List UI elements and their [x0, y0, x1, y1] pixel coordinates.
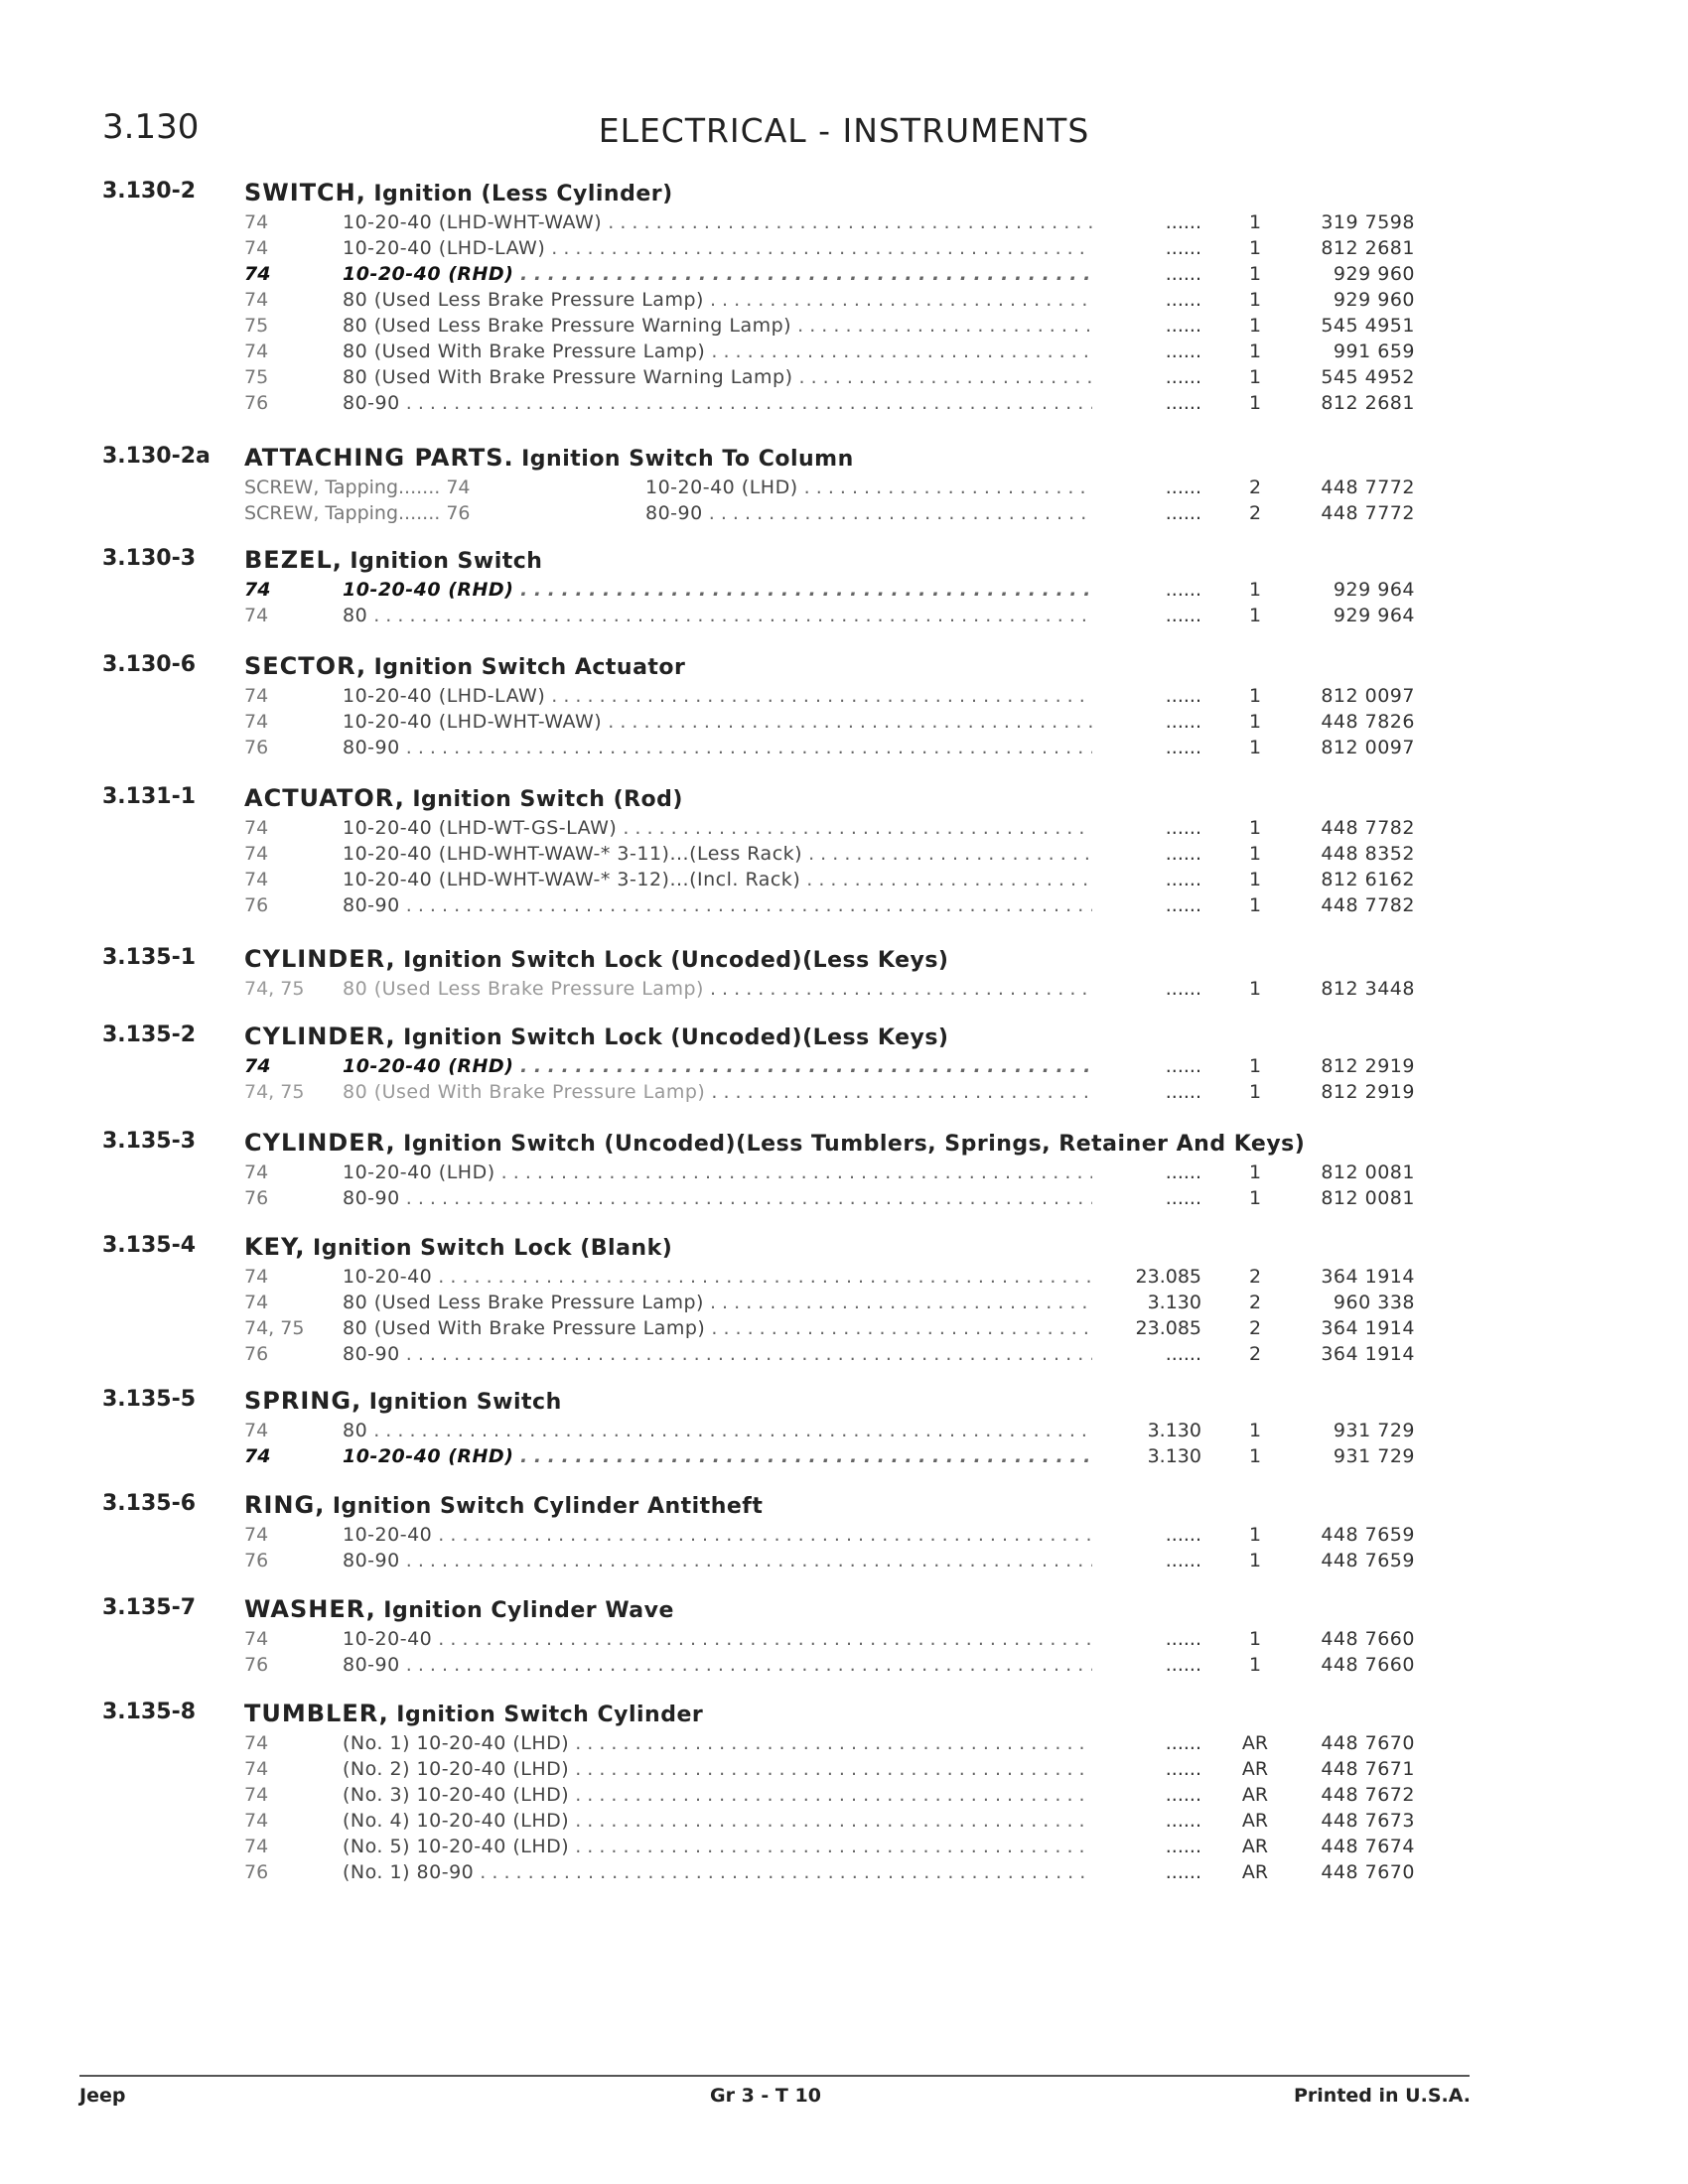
- application: 80 (Used Less Brake Pressure Lamp) . . .: [343, 978, 1092, 1000]
- part-name: WASHER,: [244, 1595, 376, 1623]
- part-number: 448 7782: [1321, 894, 1415, 916]
- part-number: 448 7660: [1321, 1628, 1415, 1650]
- model-code: 74: [244, 1758, 269, 1780]
- part-name: CYLINDER,: [244, 945, 396, 973]
- application: 80 (Used With Brake Pressure Lamp) . . .: [343, 341, 1092, 362]
- reference: ......: [1165, 711, 1201, 733]
- application: 80-90 . . .: [645, 502, 1092, 524]
- part-name: CYLINDER,: [244, 1129, 396, 1157]
- table-row: [0, 1266, 1688, 1292]
- part-description: Ignition Switch To Column: [521, 447, 854, 472]
- part-number: 448 7670: [1321, 1732, 1415, 1754]
- part-number: 929 960: [1333, 263, 1415, 285]
- quantity: 1: [1248, 211, 1262, 233]
- reference: ......: [1165, 1810, 1201, 1832]
- part-description: Ignition Switch: [350, 549, 543, 574]
- table-row: [0, 502, 1688, 528]
- table-row: [0, 1317, 1688, 1343]
- application: 10-20-40 (LHD-WHT-WAW-* 3-12)...(Incl. Rack) . . .: [343, 869, 1092, 890]
- application: 80-90 . . .: [343, 1187, 1092, 1209]
- part-number: 448 7674: [1321, 1836, 1415, 1857]
- reference: ......: [1165, 1732, 1201, 1754]
- application: 10-20-40 (LHD) . . .: [343, 1161, 1092, 1183]
- table-row: [0, 605, 1688, 630]
- reference: 3.130: [1147, 1445, 1201, 1467]
- application: 10-20-40 (LHD) . . .: [645, 477, 1092, 498]
- section-code: 3.135-2: [102, 1023, 197, 1047]
- application: 10-20-40 . . .: [343, 1524, 1092, 1546]
- quantity: AR: [1241, 1810, 1269, 1832]
- part-number: 812 2919: [1321, 1081, 1415, 1103]
- quantity: 1: [1248, 711, 1262, 733]
- application: 10-20-40 (LHD-LAW) . . .: [343, 685, 1092, 707]
- table-row: [0, 1784, 1688, 1810]
- application: 80 (Used With Brake Pressure Lamp) . . .: [343, 1081, 1092, 1103]
- section-heading: [244, 1129, 1305, 1157]
- section-heading: [244, 784, 683, 812]
- reference: 23.085: [1135, 1266, 1201, 1288]
- quantity: 1: [1248, 315, 1262, 337]
- reference: ......: [1165, 1187, 1201, 1209]
- table-row: [0, 817, 1688, 843]
- table-row: [0, 392, 1688, 418]
- application: 80-90 . . .: [343, 1343, 1092, 1365]
- model-code: 76: [244, 392, 269, 414]
- part-number: 812 2681: [1321, 392, 1415, 414]
- section-code: 3.135-7: [102, 1595, 197, 1620]
- application: (No. 2) 10-20-40 (LHD) . . .: [343, 1758, 1092, 1780]
- quantity: 2: [1248, 502, 1262, 524]
- section-code: 3.135-6: [102, 1491, 197, 1516]
- table-row: [0, 1758, 1688, 1784]
- quantity: 1: [1248, 1161, 1262, 1183]
- model-code: 74: [244, 1445, 271, 1467]
- part-number: 929 964: [1333, 605, 1415, 626]
- table-row: [0, 1654, 1688, 1680]
- model-code: 76: [244, 1550, 269, 1571]
- part-name: ATTACHING PARTS.: [244, 444, 514, 472]
- model-code: 76: [244, 1861, 269, 1883]
- model-code: SCREW, Tapping....... 74: [244, 477, 471, 498]
- application: 80-90 . . .: [343, 1550, 1092, 1571]
- application: 80-90 . . .: [343, 737, 1092, 758]
- reference: ......: [1165, 1836, 1201, 1857]
- application: 80 (Used Less Brake Pressure Warning Lamp) . . .: [343, 315, 1092, 337]
- table-row: [0, 1343, 1688, 1369]
- part-description: Ignition Switch Actuator: [373, 655, 686, 680]
- reference: ......: [1165, 843, 1201, 865]
- table-row: [0, 477, 1688, 502]
- part-description: Ignition Switch Cylinder: [396, 1703, 704, 1727]
- part-number: 448 7772: [1321, 477, 1415, 498]
- quantity: AR: [1241, 1732, 1269, 1754]
- model-code: 76: [244, 1654, 269, 1676]
- quantity: 1: [1248, 605, 1262, 626]
- section-heading: [244, 945, 948, 973]
- part-number: 991 659: [1333, 341, 1415, 362]
- application: 80-90 . . .: [343, 392, 1092, 414]
- quantity: AR: [1241, 1758, 1269, 1780]
- application: (No. 1) 10-20-40 (LHD) . . .: [343, 1732, 1092, 1754]
- footer-brand: Jeep: [79, 2085, 126, 2107]
- model-code: 74: [244, 1784, 269, 1806]
- table-row: [0, 894, 1688, 920]
- model-code: 74: [244, 1055, 271, 1077]
- reference: ......: [1165, 1055, 1201, 1077]
- application: (No. 4) 10-20-40 (LHD) . . .: [343, 1810, 1092, 1832]
- application: 10-20-40 (LHD-LAW) . . .: [343, 237, 1092, 259]
- part-description: Ignition Switch (Uncoded)(Less Tumblers, Springs, Retainer And Keys): [403, 1132, 1306, 1157]
- section-code: 3.130-2a: [102, 444, 211, 469]
- model-code: 74: [244, 237, 269, 259]
- reference: ......: [1165, 1861, 1201, 1883]
- model-code: 74, 75: [244, 978, 305, 1000]
- footer-printed: Printed in U.S.A.: [1294, 2085, 1471, 2107]
- part-description: Ignition Switch (Rod): [412, 787, 683, 812]
- table-row: [0, 1420, 1688, 1445]
- part-name: ACTUATOR,: [244, 784, 405, 812]
- part-name: RING,: [244, 1491, 326, 1519]
- model-code: 74: [244, 1524, 269, 1546]
- table-row: [0, 1861, 1688, 1887]
- application: (No. 1) 80-90 . . .: [343, 1861, 1092, 1883]
- model-code: 74: [244, 1836, 269, 1857]
- table-row: [0, 366, 1688, 392]
- section-code: 3.135-8: [102, 1700, 197, 1724]
- table-row: [0, 1055, 1688, 1081]
- part-description: Ignition (Less Cylinder): [373, 182, 673, 206]
- table-row: [0, 1550, 1688, 1575]
- part-number: 929 960: [1333, 289, 1415, 311]
- reference: 23.085: [1135, 1317, 1201, 1339]
- part-number: 929 964: [1333, 579, 1415, 601]
- application: 80 (Used With Brake Pressure Warning Lamp) . . .: [343, 366, 1092, 388]
- section-heading: [244, 1387, 562, 1415]
- section-code: 3.135-3: [102, 1129, 197, 1154]
- reference: ......: [1165, 685, 1201, 707]
- section-code: 3.131-1: [102, 784, 197, 809]
- model-code: SCREW, Tapping....... 76: [244, 502, 471, 524]
- reference: ......: [1165, 1628, 1201, 1650]
- reference: ......: [1165, 341, 1201, 362]
- reference: ......: [1165, 1343, 1201, 1365]
- part-name: TUMBLER,: [244, 1700, 389, 1727]
- reference: ......: [1165, 1161, 1201, 1183]
- quantity: 1: [1248, 1081, 1262, 1103]
- application: 80-90 . . .: [343, 894, 1092, 916]
- application: 80 (Used Less Brake Pressure Lamp) . . .: [343, 289, 1092, 311]
- application: (No. 5) 10-20-40 (LHD) . . .: [343, 1836, 1092, 1857]
- table-row: [0, 869, 1688, 894]
- reference: ......: [1165, 1081, 1201, 1103]
- reference: ......: [1165, 237, 1201, 259]
- quantity: 2: [1248, 1343, 1262, 1365]
- page-number: 3.130: [102, 107, 200, 147]
- part-name: KEY,: [244, 1233, 306, 1261]
- application: 10-20-40 (LHD-WT-GS-LAW) . . .: [343, 817, 1092, 839]
- part-number: 812 0097: [1321, 737, 1415, 758]
- part-number: 812 0081: [1321, 1161, 1415, 1183]
- section-code: 3.130-6: [102, 652, 197, 677]
- reference: 3.130: [1147, 1420, 1201, 1441]
- quantity: 2: [1248, 1317, 1262, 1339]
- part-description: Ignition Switch Cylinder Antitheft: [332, 1494, 764, 1519]
- model-code: 74: [244, 1420, 269, 1441]
- quantity: AR: [1241, 1836, 1269, 1857]
- table-row: [0, 211, 1688, 237]
- model-code: 74: [244, 711, 269, 733]
- quantity: 1: [1248, 341, 1262, 362]
- quantity: 2: [1248, 1266, 1262, 1288]
- part-name: CYLINDER,: [244, 1023, 396, 1050]
- quantity: 1: [1248, 685, 1262, 707]
- section-code: 3.130-3: [102, 546, 197, 571]
- reference: ......: [1165, 289, 1201, 311]
- quantity: 1: [1248, 1550, 1262, 1571]
- model-code: 76: [244, 894, 269, 916]
- reference: ......: [1165, 1524, 1201, 1546]
- part-number: 448 7672: [1321, 1784, 1415, 1806]
- quantity: 1: [1248, 579, 1262, 601]
- section-heading: [244, 179, 673, 206]
- table-row: [0, 1445, 1688, 1471]
- part-description: Ignition Switch Lock (Uncoded)(Less Keys): [403, 1025, 949, 1050]
- model-code: 74: [244, 843, 269, 865]
- model-code: 75: [244, 366, 269, 388]
- reference: 3.130: [1147, 1292, 1201, 1313]
- table-row: [0, 1524, 1688, 1550]
- part-number: 319 7598: [1321, 211, 1415, 233]
- part-number: 812 0097: [1321, 685, 1415, 707]
- quantity: 1: [1248, 869, 1262, 890]
- part-number: 448 7659: [1321, 1550, 1415, 1571]
- table-row: [0, 1628, 1688, 1654]
- application: 80 (Used With Brake Pressure Lamp) . . .: [343, 1317, 1092, 1339]
- part-number: 448 7671: [1321, 1758, 1415, 1780]
- model-code: 74: [244, 817, 269, 839]
- part-number: 812 0081: [1321, 1187, 1415, 1209]
- application: 10-20-40 (RHD) . . .: [343, 1055, 1092, 1077]
- table-row: [0, 263, 1688, 289]
- model-code: 74: [244, 289, 269, 311]
- quantity: 1: [1248, 366, 1262, 388]
- section-code: 3.135-5: [102, 1387, 197, 1412]
- part-number: 545 4951: [1321, 315, 1415, 337]
- model-code: 74: [244, 1266, 269, 1288]
- part-number: 931 729: [1333, 1445, 1415, 1467]
- reference: ......: [1165, 1550, 1201, 1571]
- application: 10-20-40 (LHD-WHT-WAW-* 3-11)...(Less Rack) . . .: [343, 843, 1092, 865]
- table-row: [0, 315, 1688, 341]
- section-heading: [244, 652, 685, 680]
- table-row: [0, 1732, 1688, 1758]
- reference: ......: [1165, 477, 1201, 498]
- model-code: 76: [244, 737, 269, 758]
- model-code: 74, 75: [244, 1317, 305, 1339]
- reference: ......: [1165, 737, 1201, 758]
- part-description: Ignition Switch Lock (Uncoded)(Less Keys): [403, 948, 949, 973]
- section-heading: [244, 1595, 674, 1623]
- reference: ......: [1165, 579, 1201, 601]
- quantity: AR: [1241, 1861, 1269, 1883]
- model-code: 74: [244, 263, 271, 285]
- part-number: 448 8352: [1321, 843, 1415, 865]
- reference: ......: [1165, 263, 1201, 285]
- part-name: BEZEL,: [244, 546, 343, 574]
- reference: ......: [1165, 869, 1201, 890]
- table-row: [0, 1081, 1688, 1107]
- quantity: 1: [1248, 1628, 1262, 1650]
- reference: ......: [1165, 366, 1201, 388]
- section-heading: [244, 444, 854, 472]
- application: (No. 3) 10-20-40 (LHD) . . .: [343, 1784, 1092, 1806]
- section-code: 3.135-4: [102, 1233, 197, 1258]
- table-row: [0, 843, 1688, 869]
- reference: ......: [1165, 817, 1201, 839]
- part-description: Ignition Cylinder Wave: [383, 1598, 674, 1623]
- quantity: 1: [1248, 392, 1262, 414]
- section-heading: [244, 1491, 763, 1519]
- reference: ......: [1165, 211, 1201, 233]
- part-number: 812 2681: [1321, 237, 1415, 259]
- model-code: 75: [244, 315, 269, 337]
- part-number: 812 3448: [1321, 978, 1415, 1000]
- application: 80 . . .: [343, 1420, 1092, 1441]
- quantity: 1: [1248, 1524, 1262, 1546]
- part-number: 931 729: [1333, 1420, 1415, 1441]
- table-row: [0, 685, 1688, 711]
- model-code: 76: [244, 1187, 269, 1209]
- quantity: 2: [1248, 477, 1262, 498]
- section-heading: [244, 546, 542, 574]
- quantity: 1: [1248, 737, 1262, 758]
- model-code: 76: [244, 1343, 269, 1365]
- part-number: 364 1914: [1321, 1317, 1415, 1339]
- model-code: 74: [244, 211, 269, 233]
- part-number: 448 7659: [1321, 1524, 1415, 1546]
- reference: ......: [1165, 502, 1201, 524]
- part-description: Ignition Switch Lock (Blank): [313, 1236, 673, 1261]
- quantity: 1: [1248, 237, 1262, 259]
- table-row: [0, 1187, 1688, 1213]
- table-row: [0, 711, 1688, 737]
- quantity: 1: [1248, 289, 1262, 311]
- part-number: 960 338: [1333, 1292, 1415, 1313]
- quantity: 1: [1248, 817, 1262, 839]
- part-number: 448 7660: [1321, 1654, 1415, 1676]
- table-row: [0, 289, 1688, 315]
- quantity: AR: [1241, 1784, 1269, 1806]
- quantity: 2: [1248, 1292, 1262, 1313]
- application: 10-20-40 (RHD) . . .: [343, 579, 1092, 601]
- section-heading: [244, 1023, 948, 1050]
- quantity: 1: [1248, 1055, 1262, 1077]
- table-row: [0, 1836, 1688, 1861]
- footer-divider: [79, 2075, 1470, 2077]
- application: 10-20-40 (RHD) . . .: [343, 263, 1092, 285]
- application: 10-20-40 (LHD-WHT-WAW) . . .: [343, 711, 1092, 733]
- part-number: 448 7782: [1321, 817, 1415, 839]
- model-code: 74, 75: [244, 1081, 305, 1103]
- part-number: 448 7670: [1321, 1861, 1415, 1883]
- part-number: 448 7772: [1321, 502, 1415, 524]
- application: 80 . . .: [343, 605, 1092, 626]
- part-description: Ignition Switch: [368, 1390, 562, 1415]
- part-name: SWITCH,: [244, 179, 366, 206]
- footer-group: Gr 3 - T 10: [710, 2085, 821, 2107]
- table-row: [0, 978, 1688, 1004]
- model-code: 74: [244, 1161, 269, 1183]
- part-name: SECTOR,: [244, 652, 367, 680]
- table-row: [0, 237, 1688, 263]
- section-heading: [244, 1700, 703, 1727]
- model-code: 74: [244, 341, 269, 362]
- application: 10-20-40 . . .: [343, 1628, 1092, 1650]
- table-row: [0, 1810, 1688, 1836]
- part-number: 364 1914: [1321, 1266, 1415, 1288]
- reference: ......: [1165, 392, 1201, 414]
- section-code: 3.135-1: [102, 945, 197, 970]
- model-code: 74: [244, 1732, 269, 1754]
- model-code: 74: [244, 1810, 269, 1832]
- part-number: 448 7826: [1321, 711, 1415, 733]
- section-code: 3.130-2: [102, 179, 197, 204]
- application: 10-20-40 (LHD-WHT-WAW) . . .: [343, 211, 1092, 233]
- reference: ......: [1165, 605, 1201, 626]
- reference: ......: [1165, 1654, 1201, 1676]
- application: 10-20-40 (RHD) . . .: [343, 1445, 1092, 1467]
- reference: ......: [1165, 315, 1201, 337]
- part-number: 812 2919: [1321, 1055, 1415, 1077]
- section-heading: [244, 1233, 672, 1261]
- quantity: 1: [1248, 263, 1262, 285]
- quantity: 1: [1248, 1187, 1262, 1209]
- part-number: 812 6162: [1321, 869, 1415, 890]
- quantity: 1: [1248, 1445, 1262, 1467]
- part-number: 448 7673: [1321, 1810, 1415, 1832]
- reference: ......: [1165, 894, 1201, 916]
- page-title: ELECTRICAL - INSTRUMENTS: [598, 111, 1090, 150]
- reference: ......: [1165, 978, 1201, 1000]
- table-row: [0, 737, 1688, 762]
- model-code: 74: [244, 605, 269, 626]
- application: 10-20-40 . . .: [343, 1266, 1092, 1288]
- model-code: 74: [244, 1628, 269, 1650]
- model-code: 74: [244, 1292, 269, 1313]
- model-code: 74: [244, 685, 269, 707]
- table-row: [0, 341, 1688, 366]
- quantity: 1: [1248, 1654, 1262, 1676]
- part-name: SPRING,: [244, 1387, 362, 1415]
- quantity: 1: [1248, 894, 1262, 916]
- table-row: [0, 1292, 1688, 1317]
- table-row: [0, 579, 1688, 605]
- table-row: [0, 1161, 1688, 1187]
- quantity: 1: [1248, 843, 1262, 865]
- application: 80 (Used Less Brake Pressure Lamp) . . .: [343, 1292, 1092, 1313]
- application: 80-90 . . .: [343, 1654, 1092, 1676]
- model-code: 74: [244, 869, 269, 890]
- quantity: 1: [1248, 1420, 1262, 1441]
- quantity: 1: [1248, 978, 1262, 1000]
- part-number: 364 1914: [1321, 1343, 1415, 1365]
- part-number: 545 4952: [1321, 366, 1415, 388]
- reference: ......: [1165, 1784, 1201, 1806]
- model-code: 74: [244, 579, 271, 601]
- reference: ......: [1165, 1758, 1201, 1780]
